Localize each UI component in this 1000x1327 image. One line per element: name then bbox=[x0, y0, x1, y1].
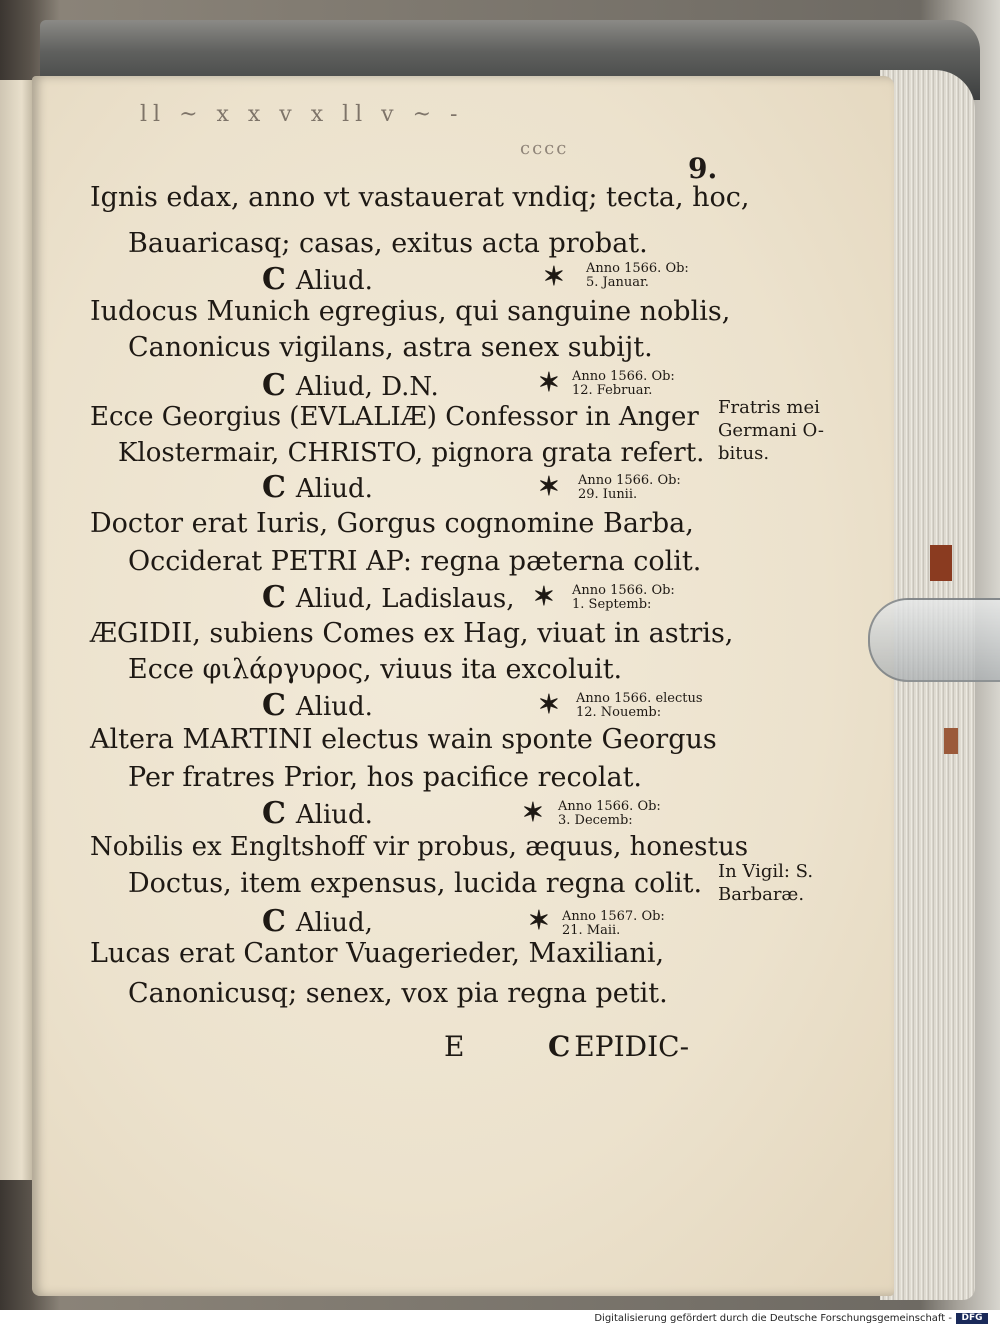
dfg-logo: DFG bbox=[956, 1313, 988, 1324]
section-heading bbox=[262, 904, 373, 939]
verse-line: Ecce φιλάργυρος, viuus ita excoluit. bbox=[128, 654, 623, 685]
left-page-edge bbox=[0, 80, 36, 1180]
section-heading bbox=[262, 262, 373, 297]
verse-line: Ignis edax, anno vt vastauerat vndiq; tecta, hoc, bbox=[90, 182, 750, 213]
asterisk-icon: ✶ bbox=[538, 690, 560, 720]
paragraph-mark-icon: C bbox=[262, 796, 286, 831]
verse-line: Ecce Georgius (EVLALIÆ) Confessor in Anger bbox=[90, 402, 699, 432]
verse-line: Occiderat PETRI AP: regna pæterna colit. bbox=[128, 546, 702, 577]
section-heading bbox=[262, 688, 373, 723]
footer-bar bbox=[0, 1310, 1000, 1327]
verse-line: Altera MARTINI electus wain sponte Georgus bbox=[90, 724, 717, 755]
verse-line: ÆGIDII, subiens Comes ex Hag, viuat in astris, bbox=[90, 618, 734, 649]
verse-line: Doctus, item expensus, lucida regna colit. bbox=[128, 868, 703, 899]
heading-text: Aliud, bbox=[295, 908, 373, 938]
asterisk-icon: ✶ bbox=[528, 906, 550, 936]
death-date: Anno 1566. Ob: 1. Septemb: bbox=[572, 583, 675, 612]
verse-line: Canonicusq; senex, vox pia regna petit. bbox=[128, 978, 668, 1009]
page-number: 9. bbox=[688, 152, 718, 185]
paragraph-mark-icon: C bbox=[262, 688, 286, 723]
heading-text: Aliud. bbox=[295, 692, 373, 722]
death-date: Anno 1566. Ob: 12. Februar. bbox=[572, 369, 675, 398]
handwritten-margin-notes-sub: cccc bbox=[520, 138, 569, 159]
section-heading bbox=[262, 580, 514, 615]
death-date: Anno 1566. Ob: 29. Iunii. bbox=[578, 473, 681, 502]
footer-credit: Digitalisierung gefördert durch die Deutsche Forschungsgemeinschaft - bbox=[594, 1313, 952, 1324]
asterisk-icon: ✶ bbox=[543, 262, 565, 292]
sidenote-vigil: In Vigil: S. Barbaræ. bbox=[718, 861, 814, 905]
paragraph-mark-icon: C bbox=[262, 580, 286, 615]
heading-text: Aliud. bbox=[295, 800, 373, 830]
section-heading bbox=[262, 796, 373, 831]
section-heading bbox=[262, 470, 373, 505]
death-date: Anno 1566. Ob: 5. Januar. bbox=[586, 261, 689, 290]
book-page bbox=[32, 76, 894, 1296]
page-edges bbox=[880, 70, 975, 1300]
verse-line: Iudocus Munich egregius, qui sanguine noblis, bbox=[90, 296, 731, 327]
red-tab bbox=[930, 545, 952, 581]
death-date: Anno 1566. Ob: 3. Decemb: bbox=[558, 799, 661, 828]
asterisk-icon: ✶ bbox=[538, 368, 560, 398]
verse-line: Per fratres Prior, hos pacifice recolat. bbox=[128, 762, 643, 793]
death-date: Anno 1567. Ob: 21. Maii. bbox=[562, 909, 665, 938]
sidenote-fratris: Fratris mei Germani O- bitus. bbox=[718, 397, 825, 464]
verse-line: Bauaricasq; casas, exitus acta probat. bbox=[128, 228, 648, 259]
paragraph-mark-icon: C bbox=[262, 368, 286, 403]
paragraph-mark-icon: C bbox=[262, 904, 286, 939]
handwritten-margin-notes: ll ~ x x v x ll v ~ - bbox=[140, 102, 464, 127]
asterisk-icon: ✶ bbox=[538, 472, 560, 502]
paragraph-mark-icon: C bbox=[262, 262, 286, 297]
heading-text: Aliud, D.N. bbox=[295, 372, 439, 402]
heading-text: Aliud. bbox=[295, 266, 373, 296]
asterisk-icon: ✶ bbox=[533, 582, 555, 612]
heading-text: Aliud. bbox=[295, 474, 373, 504]
signature-mark: E bbox=[444, 1030, 465, 1063]
red-tab-small bbox=[944, 728, 958, 754]
catchword: C EPIDIC- bbox=[548, 1030, 690, 1063]
book-clip bbox=[868, 598, 1000, 682]
section-heading bbox=[262, 368, 439, 403]
verse-line: Klostermair, CHRISTO, pignora grata refert. bbox=[118, 438, 705, 468]
heading-text: Aliud, Ladislaus, bbox=[295, 584, 515, 614]
verse-line: Lucas erat Cantor Vuagerieder, Maxiliani, bbox=[90, 938, 665, 969]
verse-line: Canonicus vigilans, astra senex subijt. bbox=[128, 332, 653, 363]
paragraph-mark-icon: C bbox=[548, 1030, 571, 1063]
paragraph-mark-icon: C bbox=[262, 470, 286, 505]
election-date: Anno 1566. electus 12. Nouemb: bbox=[576, 691, 703, 720]
verse-line: Nobilis ex Engltshoff vir probus, æquus, honestus bbox=[90, 832, 749, 862]
verse-line: Doctor erat Iuris, Gorgus cognomine Barba, bbox=[90, 508, 694, 539]
asterisk-icon: ✶ bbox=[522, 798, 544, 828]
